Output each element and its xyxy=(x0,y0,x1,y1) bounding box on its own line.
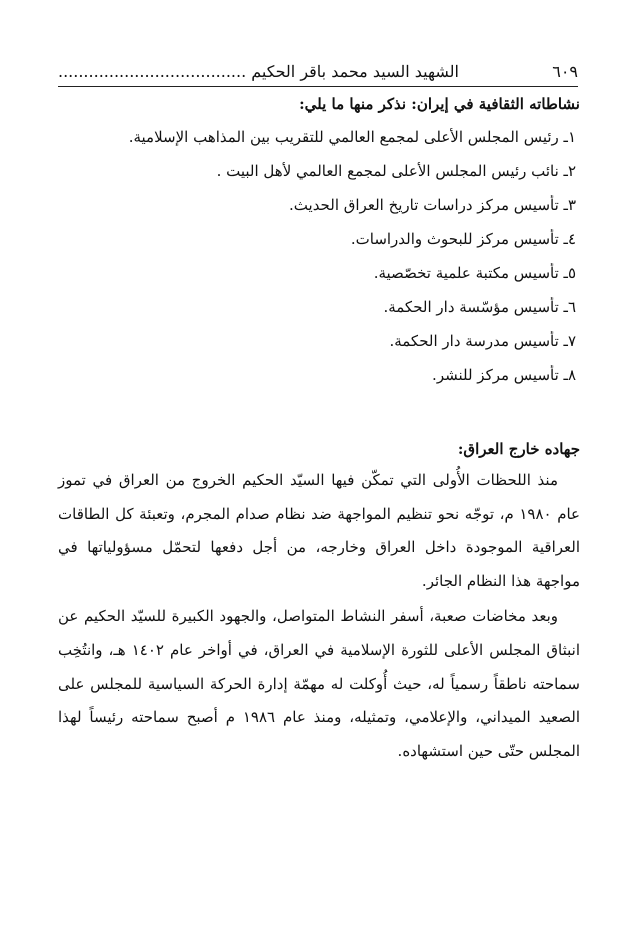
list-item: ٣ـ تأسيس مركز دراسات تاريخ العراق الحديث. xyxy=(289,196,576,214)
list-item: ٥ـ تأسيس مكتبة علمية تخصّصية. xyxy=(373,264,576,282)
activities-list xyxy=(58,127,580,399)
section-heading: جهاده خارج العراق: xyxy=(457,440,580,458)
list-item: ٦ـ تأسيس مؤسّسة دار الحكمة. xyxy=(383,298,576,316)
jihad-abroad-section xyxy=(58,438,580,768)
page-number: ٦٠٩ xyxy=(552,62,578,81)
list-item: ٤ـ تأسيس مركز للبحوث والدراسات. xyxy=(350,230,576,248)
list-item: ١ـ رئيس المجلس الأعلى لمجمع العالمي للتقريب بين المذاهب الإسلامية. xyxy=(128,128,576,146)
running-header xyxy=(58,58,578,87)
list-item: ٨ـ تأسيس مركز للنشر. xyxy=(432,366,576,384)
list-item: ٢ـ نائب رئيس المجلس الأعلى لمجمع العالمي لأهل البيت . xyxy=(216,162,576,180)
body-paragraph: منذ اللحظات الأُولى التي تمكّن فيها السيّد الحكيم الخروج من العراق في تموز عام ١٩٨٠ م، توجّه نحو تنظيم المواجهة ضد نظام صدام المجرم، وتعبئة كل الطاقات العراقية الموجودة داخل العراق وخارجه، من أجل دفعها لتحمّل مسؤولياتها في مواجهة هذا النظام الجائر. xyxy=(58,471,581,590)
running-title: الشهيد السيد محمد باقر الحكيم ..................................... xyxy=(58,62,459,81)
body-paragraph: وبعد مخاضات صعبة، أسفر النشاط المتواصل، والجهود الكبيرة للسيّد الحكيم عن انبثاق المجلس الأعلى للثورة الإسلامية في العراق، في أواخر عام ١٤٠٢ هـ، وانتُخِب سماحته ناطقاً رسمياً له، حيث أُوكلت له مهمّة إدارة الحركة السياسية للمجلس على الصعيد الميداني، والإعلامي، وتمثيله، ومنذ عام ١٩٨٦ م أصبح سماحته رئيساً لهذا المجلس حتّى حين استشهاده. xyxy=(58,607,580,760)
cultural-activities-section xyxy=(58,93,580,399)
section-heading: نشاطاته الثقافية في إيران: نذكر منها ما يلي: xyxy=(299,95,580,113)
list-item: ٧ـ تأسيس مدرسة دار الحكمة. xyxy=(389,332,576,350)
